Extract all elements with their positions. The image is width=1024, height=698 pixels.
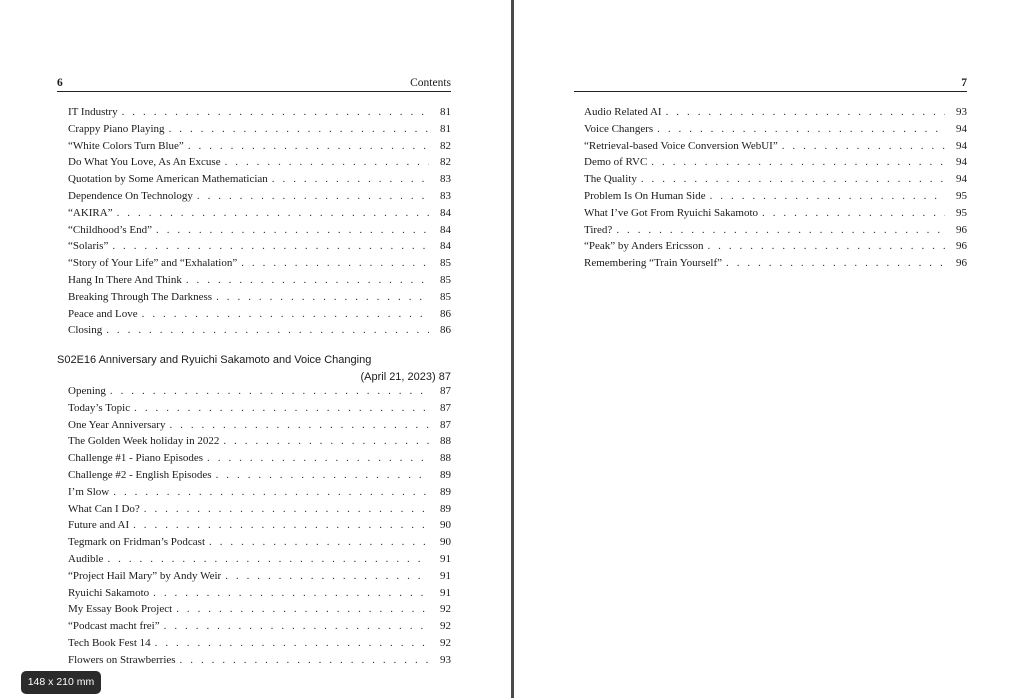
toc-entry-page: 90 xyxy=(440,519,451,532)
toc-entry-page: 88 xyxy=(440,435,451,448)
dot-leader xyxy=(151,637,429,649)
toc-entry-title: Opening xyxy=(68,385,106,397)
toc-entry[interactable] xyxy=(68,419,451,436)
right-page xyxy=(514,0,1024,698)
toc-entry[interactable] xyxy=(68,620,451,637)
toc-entry-page: 89 xyxy=(440,485,451,498)
toc-entry-title: “Peak” by Anders Ericsson xyxy=(584,240,704,253)
dot-leader xyxy=(152,224,429,236)
dot-leader xyxy=(138,308,429,320)
toc-entry-page: 91 xyxy=(440,569,451,582)
toc-entry[interactable] xyxy=(584,106,967,123)
toc-entry-page: 93 xyxy=(440,653,451,666)
toc-entry-page: 81 xyxy=(440,122,451,135)
dot-leader xyxy=(662,106,945,118)
dot-leader xyxy=(113,207,429,219)
dot-leader xyxy=(193,190,429,202)
toc-entry[interactable] xyxy=(68,553,451,570)
toc-entry-title: Closing xyxy=(68,324,103,337)
dot-leader xyxy=(212,469,429,481)
dot-leader xyxy=(703,240,945,252)
dot-leader xyxy=(612,224,945,236)
dot-leader xyxy=(184,140,429,152)
toc-entry[interactable] xyxy=(584,207,967,224)
toc-entry-title: Ryuichi Sakamoto xyxy=(68,586,150,599)
toc-entry-page: 92 xyxy=(440,603,451,616)
toc-entry[interactable] xyxy=(68,587,451,604)
toc-entry-page: 83 xyxy=(440,189,451,202)
toc-entry-title: Quotation by Some American Mathematician xyxy=(68,173,268,186)
toc-entry[interactable] xyxy=(68,274,451,291)
dot-leader xyxy=(221,570,429,582)
toc-entry-page: 85 xyxy=(440,273,451,286)
dot-leader xyxy=(706,190,945,202)
dot-leader xyxy=(172,603,429,615)
page-header xyxy=(574,77,967,92)
toc-entry-title: Peace and Love xyxy=(68,307,138,320)
dot-leader xyxy=(103,553,429,565)
toc-entry-page: 94 xyxy=(956,173,967,186)
toc-entry-title: “White Colors Turn Blue” xyxy=(68,139,184,152)
toc-entry-title: The Golden Week holiday in 2022 xyxy=(68,435,220,448)
toc-entry-page: 92 xyxy=(440,636,451,649)
toc-entry-page: 82 xyxy=(440,156,451,169)
toc-entry[interactable] xyxy=(68,570,451,587)
dot-leader xyxy=(203,452,429,464)
toc-entry-page: 85 xyxy=(440,257,451,270)
dot-leader xyxy=(165,419,429,431)
toc-entry-page: 92 xyxy=(440,620,451,633)
dot-leader xyxy=(722,257,945,269)
toc-entry-title: Today’s Topic xyxy=(68,401,131,414)
dot-leader xyxy=(205,536,429,548)
toc-entry[interactable] xyxy=(68,435,451,452)
toc-entry-page: 87 xyxy=(440,401,451,414)
toc-entry-page: 96 xyxy=(956,257,967,270)
toc-entry[interactable] xyxy=(68,519,451,536)
toc-entry[interactable] xyxy=(68,224,451,241)
section-heading[interactable]: S02E16 Anniversary and Ryuichi Sakamoto and Voice Changing xyxy=(57,354,372,366)
toc-entry-page: 96 xyxy=(956,223,967,236)
toc-entry-title: One Year Anniversary xyxy=(68,418,166,431)
toc-entry[interactable] xyxy=(68,469,451,486)
toc-entry[interactable] xyxy=(584,257,967,274)
toc-entry-page: 84 xyxy=(440,240,451,253)
toc-entry[interactable] xyxy=(68,654,451,671)
toc-entry-title: “Childhood’s End” xyxy=(68,223,153,236)
toc-entry-page: 94 xyxy=(956,156,967,169)
toc-entry-title: Audio Related AI xyxy=(584,106,662,118)
toc-entry-page: 88 xyxy=(440,452,451,465)
toc-entry[interactable] xyxy=(68,190,451,207)
toc-entry-page: 87 xyxy=(440,385,451,397)
toc-entry-title: Flowers on Strawberries xyxy=(68,653,176,666)
dot-leader xyxy=(237,257,429,269)
section-date: (April 21, 2023) xyxy=(360,371,436,383)
page-size-badge: 148 x 210 mm xyxy=(21,671,101,694)
dot-leader xyxy=(647,156,945,168)
toc-entry-title: Tegmark on Fridman’s Podcast xyxy=(68,536,206,549)
toc-entry-title: The Quality xyxy=(584,173,637,186)
toc-entry-title: Problem Is On Human Side xyxy=(584,189,706,202)
dot-leader xyxy=(268,173,429,185)
dot-leader xyxy=(109,486,429,498)
dot-leader xyxy=(219,435,429,447)
toc-entry-title: “Podcast macht frei” xyxy=(68,620,160,633)
toc-entry-page: 84 xyxy=(440,223,451,236)
toc-entry-title: Breaking Through The Darkness xyxy=(68,290,213,303)
toc-entry[interactable] xyxy=(68,452,451,469)
dot-leader xyxy=(130,402,429,414)
toc-entry-title: Challenge #2 - English Episodes xyxy=(68,468,212,481)
toc-entry-title: Do What You Love, As An Excuse xyxy=(68,156,221,169)
toc-entry-title: Dependence On Technology xyxy=(68,189,193,202)
toc-entry[interactable] xyxy=(68,156,451,173)
toc-entry-title: Demo of RVC xyxy=(584,156,648,169)
toc-entry[interactable] xyxy=(584,190,967,207)
running-title: Contents xyxy=(410,77,451,89)
toc-entry[interactable] xyxy=(68,324,451,341)
toc-entry-title: Crappy Piano Playing xyxy=(68,122,165,135)
toc-entry-page: 94 xyxy=(956,139,967,152)
toc-entry-title: Tired? xyxy=(584,223,613,236)
page-number: 6 xyxy=(57,77,63,89)
toc-entry-page: 94 xyxy=(956,122,967,135)
toc-entry[interactable] xyxy=(68,291,451,308)
toc-entry[interactable] xyxy=(68,173,451,190)
dot-leader xyxy=(160,620,429,632)
toc-entry-title: “Project Hail Mary” by Andy Weir xyxy=(68,569,222,582)
toc-entry-title: What Can I Do? xyxy=(68,502,140,515)
toc-entry[interactable] xyxy=(584,173,967,190)
toc-entry[interactable] xyxy=(68,123,451,140)
toc-entry-page: 84 xyxy=(440,206,451,219)
toc-entry[interactable] xyxy=(584,224,967,241)
toc-entry[interactable] xyxy=(68,503,451,520)
toc-entry[interactable] xyxy=(584,156,967,173)
dot-leader xyxy=(653,123,945,135)
toc-entry-title: Challenge #1 - Piano Episodes xyxy=(68,452,204,465)
toc-entry-title: I’m Slow xyxy=(68,485,110,498)
toc-entry-title: My Essay Book Project xyxy=(68,603,173,616)
toc-entry-page: 95 xyxy=(956,206,967,219)
toc-entry-title: “Retrieval-based Voice Conversion WebUI” xyxy=(584,139,778,152)
toc-entry-page: 85 xyxy=(440,290,451,303)
page-number: 7 xyxy=(961,77,967,89)
toc-entry[interactable] xyxy=(68,385,451,402)
toc-entry-page: 95 xyxy=(956,189,967,202)
toc-entry-title: “Story of Your Life” and “Exhalation” xyxy=(68,257,238,270)
toc-entry-title: “Solaris” xyxy=(68,240,109,253)
left-page xyxy=(0,0,511,698)
toc-entry-page: 81 xyxy=(440,106,451,118)
toc-entry-title: Tech Book Fest 14 xyxy=(68,636,151,649)
toc-entry[interactable] xyxy=(68,402,451,419)
toc-entry-title: IT Industry xyxy=(68,106,118,118)
dot-leader xyxy=(140,503,429,515)
toc-entry[interactable] xyxy=(68,207,451,224)
toc-entry-page: 86 xyxy=(440,324,451,337)
dot-leader xyxy=(778,140,945,152)
dot-leader xyxy=(129,519,429,531)
page-header xyxy=(57,77,451,92)
toc-entry-page: 89 xyxy=(440,502,451,515)
toc-entry[interactable] xyxy=(68,486,451,503)
toc-entry-title: Future and AI xyxy=(68,519,130,532)
toc-entry[interactable] xyxy=(584,240,967,257)
toc-list xyxy=(584,106,967,274)
toc-entry-title: Hang In There And Think xyxy=(68,273,182,286)
dot-leader xyxy=(637,173,945,185)
toc-entry-page: 91 xyxy=(440,586,451,599)
toc-entry-page: 91 xyxy=(440,552,451,565)
toc-list xyxy=(68,106,451,341)
toc-entry[interactable] xyxy=(68,240,451,257)
dot-leader xyxy=(118,106,429,118)
dot-leader xyxy=(221,156,429,168)
toc-entry[interactable] xyxy=(68,637,451,654)
toc-entry-page: 82 xyxy=(440,139,451,152)
dot-leader xyxy=(165,123,429,135)
toc-entry-page: 89 xyxy=(440,468,451,481)
toc-entry-page: 96 xyxy=(956,240,967,253)
dot-leader xyxy=(106,385,429,397)
toc-entry-title: What I’ve Got From Ryuichi Sakamoto xyxy=(584,206,759,219)
section-page: 87 xyxy=(438,371,451,383)
toc-entry[interactable] xyxy=(68,140,451,157)
toc-entry-page: 93 xyxy=(956,106,967,118)
toc-entry-title: “AKIRA” xyxy=(68,206,113,219)
toc-entry[interactable] xyxy=(68,536,451,553)
dot-leader xyxy=(212,291,429,303)
toc-entry[interactable] xyxy=(68,308,451,325)
section-date-line xyxy=(57,371,451,383)
toc-list xyxy=(68,385,451,671)
dot-leader xyxy=(149,587,429,599)
dot-leader xyxy=(758,207,945,219)
toc-entry-title: Audible xyxy=(68,552,104,565)
toc-entry-page: 83 xyxy=(440,173,451,186)
dot-leader xyxy=(108,240,429,252)
toc-entry[interactable] xyxy=(68,603,451,620)
toc-entry[interactable] xyxy=(584,140,967,157)
toc-entry-title: Voice Changers xyxy=(584,122,654,135)
toc-entry[interactable] xyxy=(68,257,451,274)
toc-entry-page: 86 xyxy=(440,307,451,320)
toc-entry-title: Remembering “Train Yourself” xyxy=(584,257,722,270)
toc-entry-page: 87 xyxy=(440,418,451,431)
dot-leader xyxy=(102,324,429,336)
toc-entry-page: 90 xyxy=(440,536,451,549)
dot-leader xyxy=(182,274,429,286)
toc-entry[interactable] xyxy=(68,106,451,123)
dot-leader xyxy=(176,654,429,666)
toc-entry[interactable] xyxy=(584,123,967,140)
